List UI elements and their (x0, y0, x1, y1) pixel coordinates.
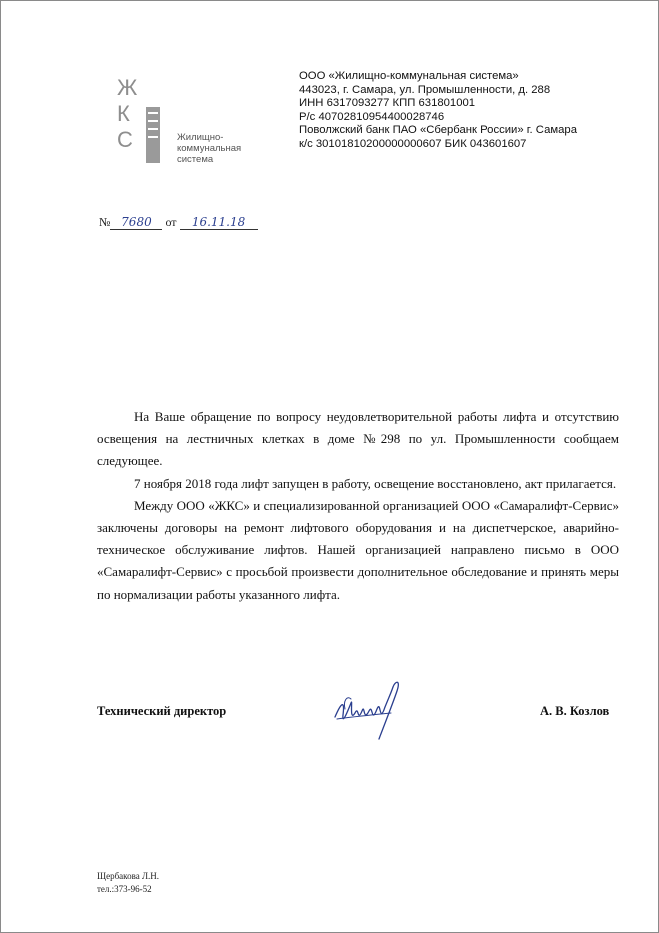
company-bank: Поволжский банк ПАО «Сбербанк России» г. Самара (299, 124, 577, 137)
logo-bar-graphic (146, 107, 160, 163)
signatory-title: Технический директор (97, 704, 227, 718)
body-paragraph: Между ООО «ЖКС» и специализированной организацией ООО «Самаралифт-Сервис» заключены договоры на ремонт лифтового оборудования и на диспетчерское, аварийно-техническое обслуживание лифтов. Нашей организацией направлено письмо в ООО «Самаралифт-Сервис» с просьбой произвести дополнительное обследование и принять меры по нормализации работы указанного лифта. (97, 497, 619, 602)
logo-caption-line: система (177, 154, 214, 165)
number-value: 7680 (110, 215, 162, 230)
executor-info (97, 870, 159, 896)
logo-caption-line: Жилищно- (177, 132, 224, 143)
company-corr-account: к/с 30101810200000000607 БИК 043601607 (299, 137, 527, 150)
company-logo-letters (117, 75, 141, 153)
signatory-name: А. В. Козлов (540, 704, 610, 718)
date-value: 16.11.18 (180, 215, 258, 230)
logo-caption (177, 132, 241, 165)
logo-letter: Ж (117, 75, 138, 100)
executor-phone: тел.:373-96-52 (97, 884, 152, 894)
body-paragraph: 7 ноября 2018 года лифт запущен в работу, освещение восстановлено, акт прилагается. (134, 475, 617, 491)
date-prefix: от (165, 215, 177, 229)
executor-name: Щербакова Л.Н. (97, 871, 160, 881)
company-inn-kpp: ИНН 6317093277 КПП 631801001 (299, 97, 476, 110)
company-account: Р/с 40702810954400028746 (299, 110, 445, 123)
company-address: 443023, г. Самара, ул. Промышленности, д. 288 (299, 83, 551, 96)
number-prefix: № (99, 215, 111, 229)
redacted-salutation (221, 350, 479, 396)
letter-body (97, 406, 619, 606)
outgoing-number-line (99, 215, 258, 230)
company-details (299, 70, 577, 152)
logo-letter: К (117, 101, 130, 126)
body-paragraph: На Ваше обращение по вопросу неудовлетворительной работы лифта и отсутствию освещения на лестничных клетках в доме №298 по ул. Промышленности сообщаем следующее. (97, 409, 619, 469)
redacted-addressee (419, 215, 633, 332)
logo-caption-line: коммунальная (177, 143, 242, 154)
logo-letter: С (117, 127, 133, 152)
handwritten-signature (331, 673, 413, 745)
company-name: ООО «Жилищно-коммунальная система» (299, 70, 519, 82)
